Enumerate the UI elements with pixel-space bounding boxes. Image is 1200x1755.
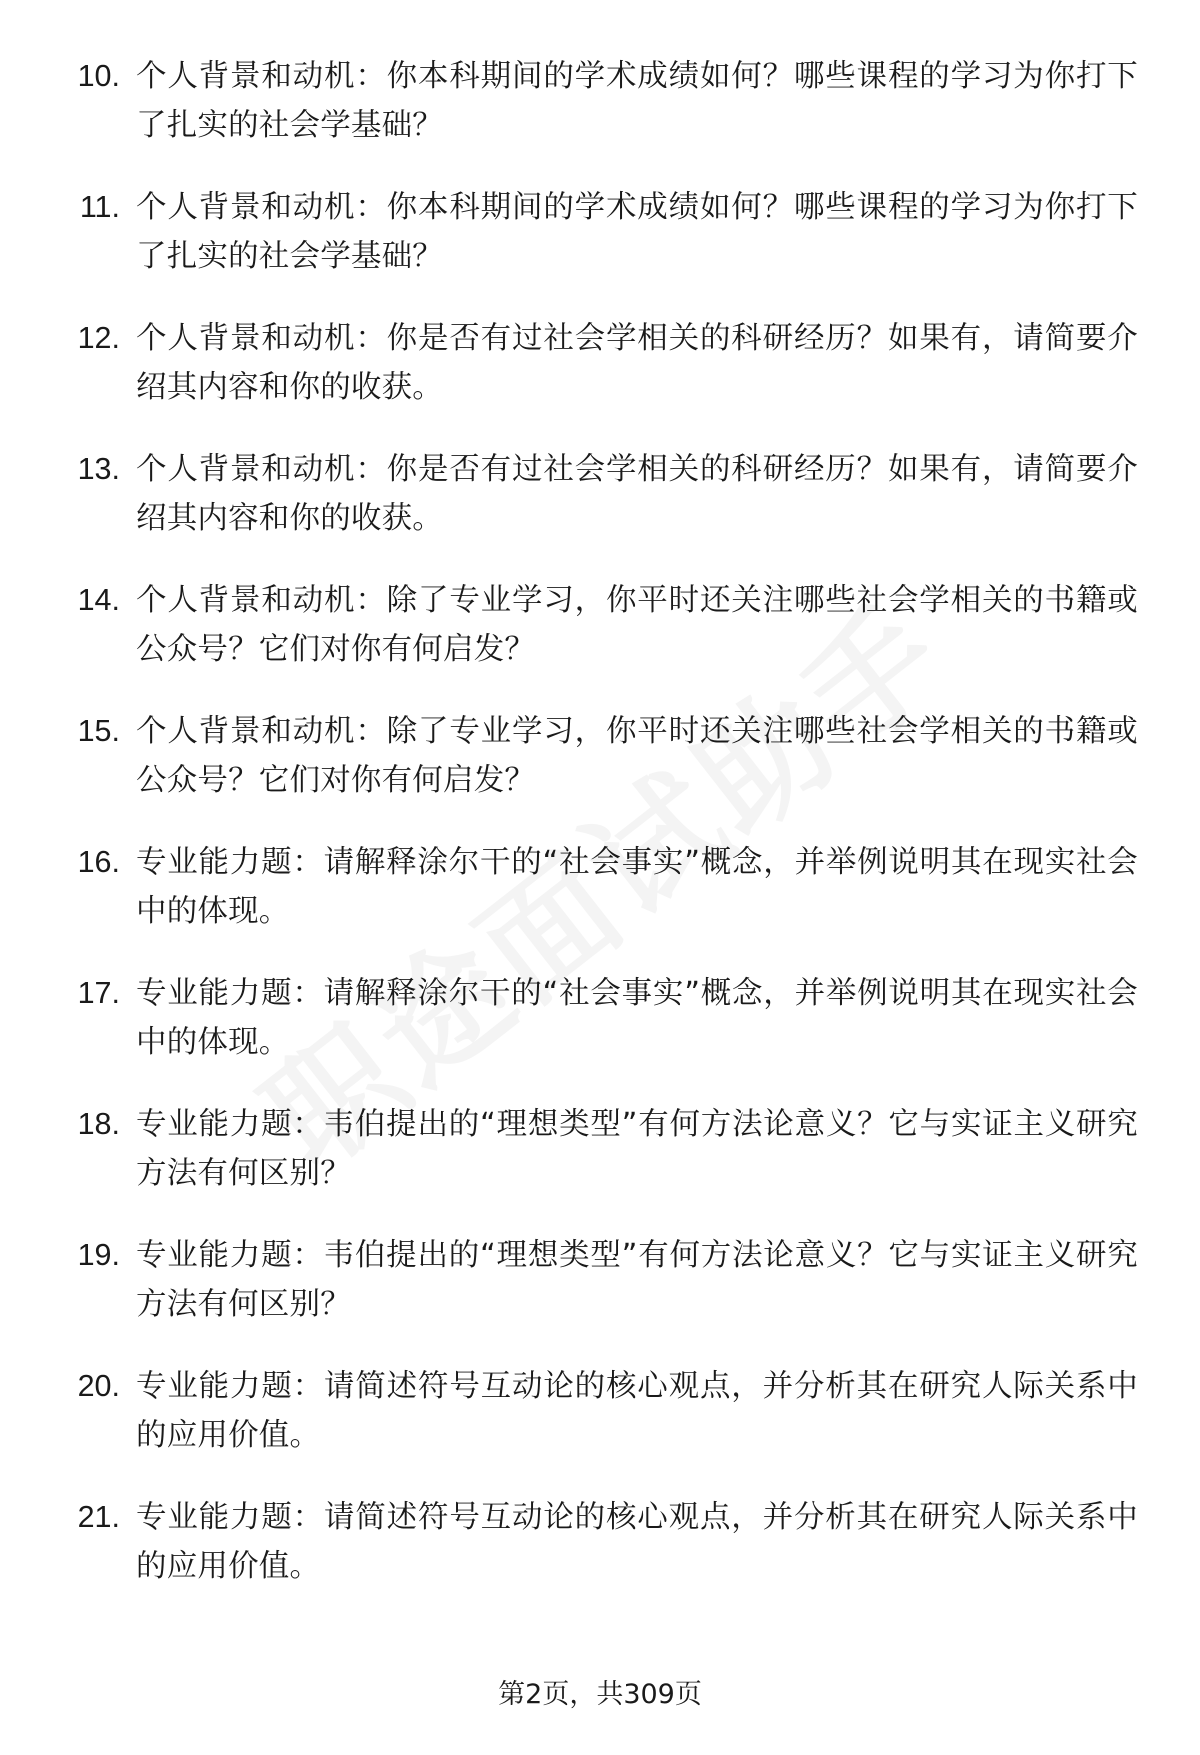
page-footer: 第2页，共309页 [498,1679,702,1710]
question-number: 16. [77,845,120,879]
question-number: 21. [77,1500,120,1534]
question-text: 专业能力题：请简述符号互动论的核心观点，并分析其在研究人际关系中的应用价值。 [136,1369,1138,1453]
question-item [62,1493,1138,1591]
question-number: 20. [77,1369,120,1403]
question-text: 个人背景和动机：你本科期间的学术成绩如何？哪些课程的学习为你打下了扎实的社会学基础？ [136,59,1138,143]
question-item [62,314,1138,412]
question-text: 个人背景和动机：你本科期间的学术成绩如何？哪些课程的学习为你打下了扎实的社会学基础？ [136,190,1138,274]
question-text: 个人背景和动机：你是否有过社会学相关的科研经历？如果有，请简要介绍其内容和你的收获。 [136,321,1138,405]
question-item [62,576,1138,674]
question-number: 19. [77,1238,120,1272]
question-text: 个人背景和动机：除了专业学习，你平时还关注哪些社会学相关的书籍或公众号？它们对你有何启发？ [136,714,1138,798]
question-number: 12. [77,321,120,355]
question-item [62,707,1138,805]
question-item [62,183,1138,281]
question-item [62,445,1138,543]
question-text: 专业能力题：请解释涂尔干的“社会事实”概念，并举例说明其在现实社会中的体现。 [136,845,1138,929]
question-text: 专业能力题：韦伯提出的“理想类型”有何方法论意义？它与实证主义研究方法有何区别？ [136,1107,1138,1191]
question-number: 13. [77,452,120,486]
question-text: 专业能力题：请简述符号互动论的核心观点，并分析其在研究人际关系中的应用价值。 [136,1500,1138,1584]
question-number: 15. [77,714,120,748]
question-item [62,1100,1138,1198]
question-number: 17. [77,976,120,1010]
question-number: 11. [79,190,120,224]
question-item [62,969,1138,1067]
question-item [62,1231,1138,1329]
question-number: 18. [77,1107,120,1141]
question-text: 个人背景和动机：除了专业学习，你平时还关注哪些社会学相关的书籍或公众号？它们对你有何启发？ [136,583,1138,667]
question-text: 专业能力题：请解释涂尔干的“社会事实”概念，并举例说明其在现实社会中的体现。 [136,976,1138,1060]
question-number: 10. [77,59,120,93]
question-item [62,1362,1138,1460]
question-list [62,52,1138,1591]
question-item [62,52,1138,150]
question-item [62,838,1138,936]
question-number: 14. [77,583,120,617]
question-text: 个人背景和动机：你是否有过社会学相关的科研经历？如果有，请简要介绍其内容和你的收获。 [136,452,1138,536]
question-text: 专业能力题：韦伯提出的“理想类型”有何方法论意义？它与实证主义研究方法有何区别？ [136,1238,1138,1322]
